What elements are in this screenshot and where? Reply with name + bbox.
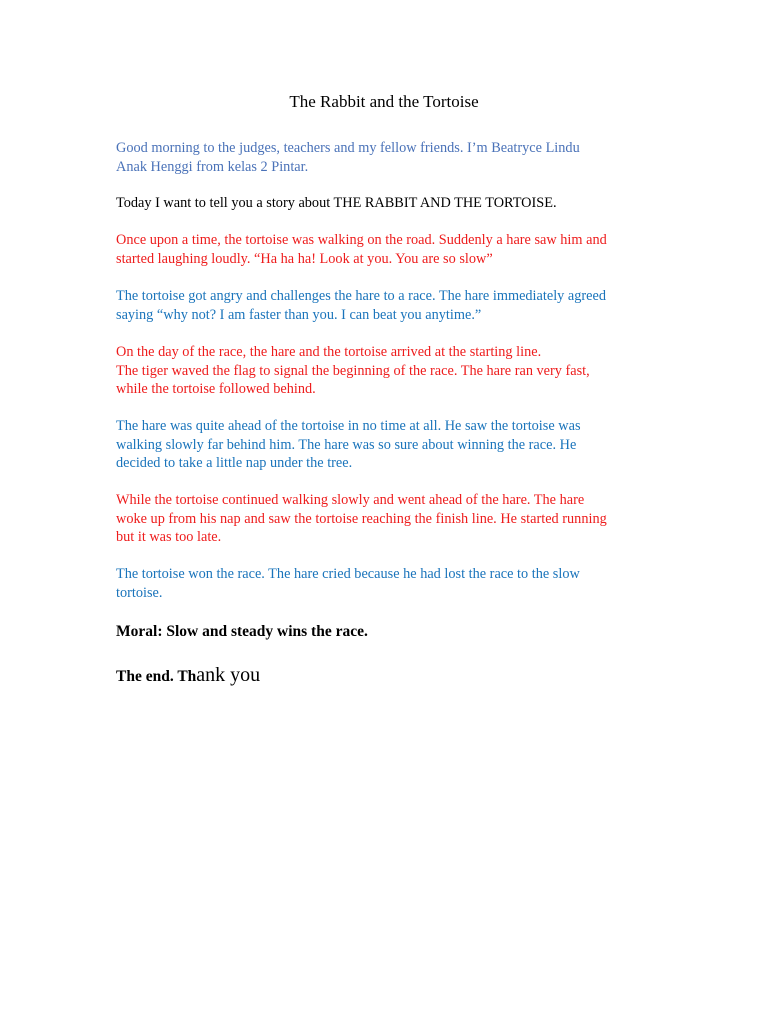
paragraph-race-day bbox=[116, 343, 656, 399]
text-line: but it was too late. bbox=[116, 529, 222, 545]
text-line: The hare was quite ahead of the tortoise in no time at all. He saw the tortoise was bbox=[116, 418, 581, 434]
text-line: The tortoise got angry and challenges the hare to a race. The hare immediately agreed bbox=[116, 288, 606, 304]
paragraph-once-upon-a-time bbox=[116, 231, 656, 268]
closing-text-part: Th bbox=[177, 668, 197, 685]
text-line: While the tortoise continued walking slowly and went ahead of the hare. The hare bbox=[116, 492, 585, 508]
text-line: decided to take a little nap under the tree. bbox=[116, 455, 353, 471]
text-line: saying “why not? I am faster than you. I can beat you anytime.” bbox=[116, 306, 482, 323]
text-line: while the tortoise followed behind. bbox=[116, 381, 316, 397]
closing-text-part: The end. bbox=[116, 668, 178, 685]
text-line: Today I want to tell you a story about THE RABBIT AND THE TORTOISE. bbox=[116, 195, 557, 211]
closing-text-part: ank you bbox=[196, 664, 261, 686]
text-line: The tortoise won the race. The hare cried because he had lost the race to the slow bbox=[116, 566, 580, 582]
text-line: Good morning to the judges, teachers and my fellow friends. I’m Beatryce Lindu bbox=[116, 140, 580, 156]
paragraph-challenge bbox=[116, 287, 656, 324]
paragraph-introduction bbox=[116, 194, 656, 213]
text-line: walking slowly far behind him. The hare was so sure about winning the race. He bbox=[116, 436, 577, 453]
text-line: tortoise. bbox=[116, 584, 163, 601]
paragraph-greeting bbox=[116, 139, 656, 176]
moral-text: Moral: Slow and steady wins the race. bbox=[116, 623, 368, 640]
text-line: Once upon a time, the tortoise was walking on the road. Suddenly a hare saw him and bbox=[116, 232, 607, 248]
text-line: started laughing loudly. “Ha ha ha! Look at you. You are so slow” bbox=[116, 250, 493, 267]
closing-text bbox=[116, 662, 260, 690]
paragraph-hare-nap bbox=[116, 417, 656, 473]
text-line: woke up from his nap and saw the tortoise reaching the finish line. He started running bbox=[116, 510, 607, 527]
text-line: Anak Henggi from kelas 2 Pintar. bbox=[116, 158, 309, 175]
text-line: The tiger waved the flag to signal the beginning of the race. The hare ran very fast, bbox=[116, 362, 590, 379]
paragraph-tortoise-ahead bbox=[116, 491, 656, 547]
paragraph-tortoise-wins bbox=[116, 565, 656, 602]
text-line: On the day of the race, the hare and the tortoise arrived at the starting line. bbox=[116, 344, 542, 360]
document-title: The Rabbit and the Tortoise bbox=[289, 92, 479, 111]
